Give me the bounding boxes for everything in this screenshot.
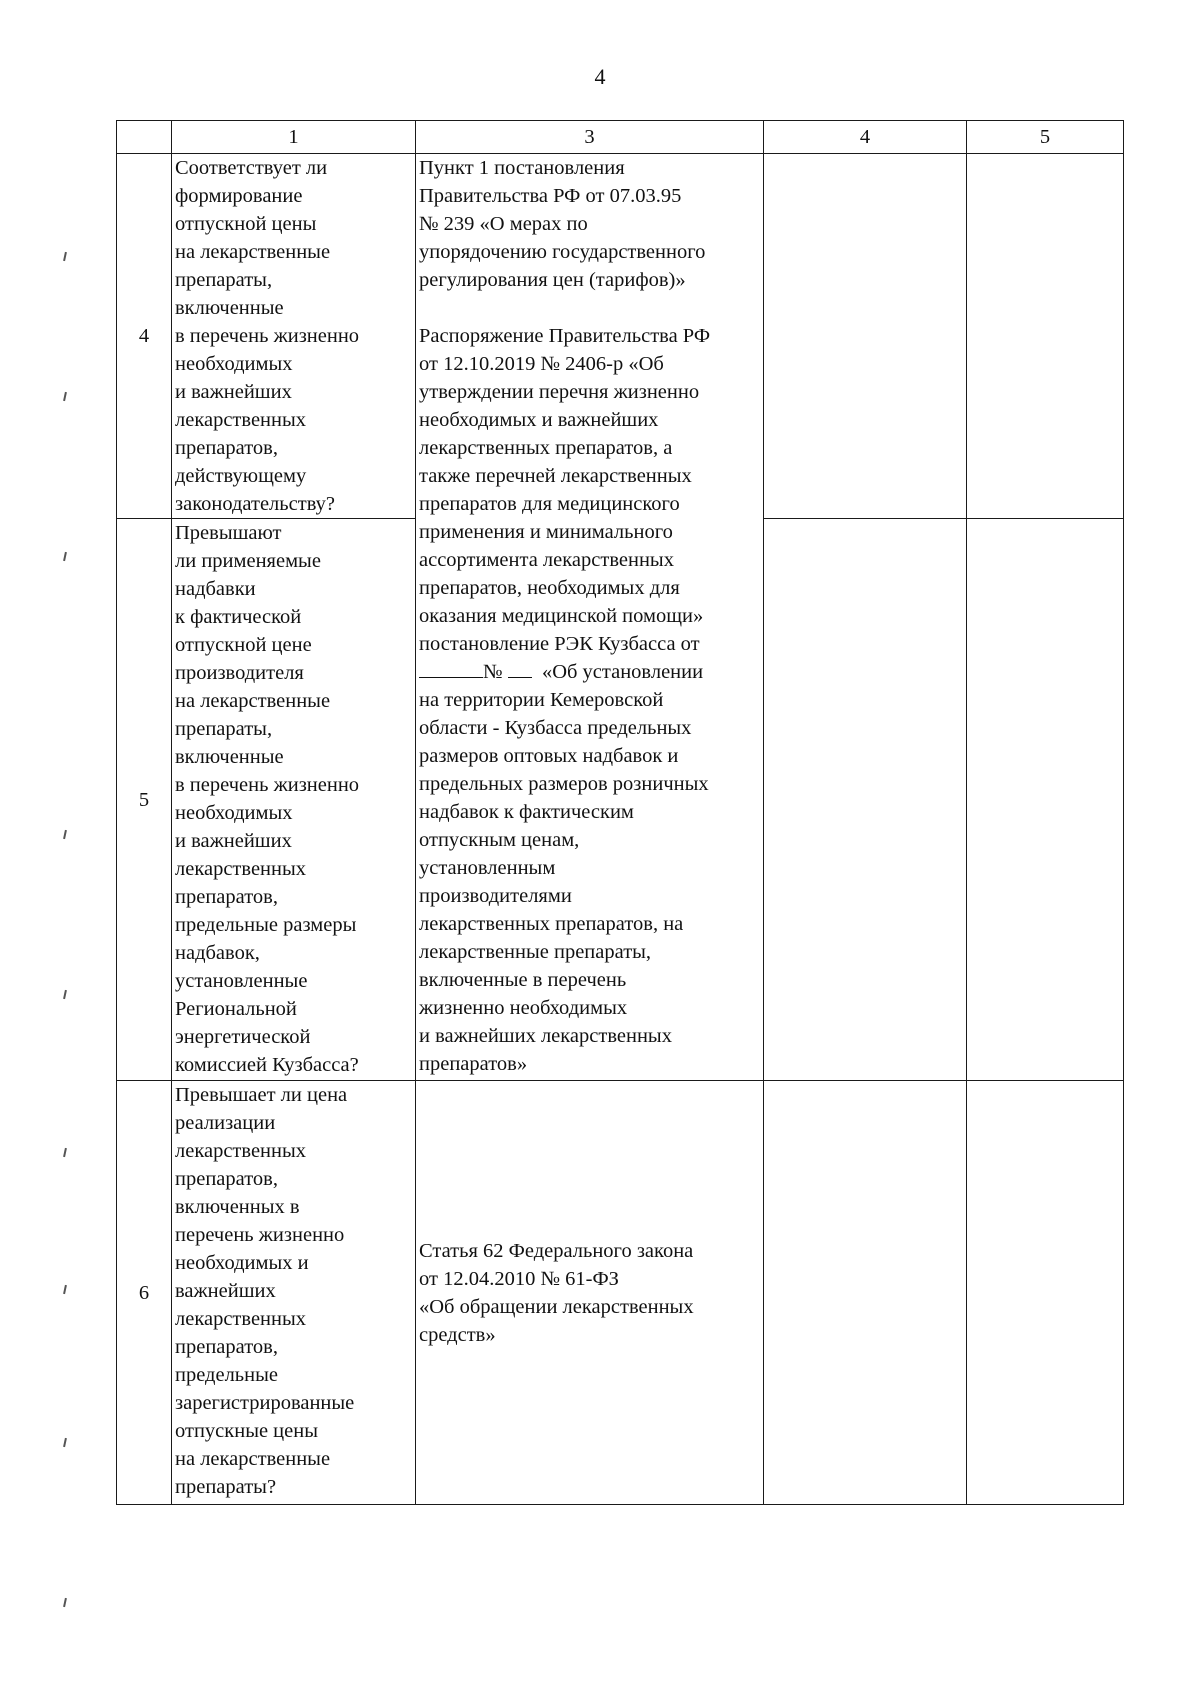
paragraph-gap — [419, 294, 760, 322]
text-line: препараты? — [175, 1476, 277, 1498]
text-line: также перечней лекарственных — [419, 465, 692, 487]
text-line: перечень жизненно — [175, 1224, 345, 1246]
text-line: и важнейших лекарственных — [419, 1025, 672, 1047]
text-line: и важнейших — [175, 381, 292, 403]
text-line: предельных размеров розничных — [419, 773, 709, 795]
text-line: и важнейших — [175, 830, 292, 852]
text-line: препаратов, необходимых для — [419, 577, 680, 599]
question-cell — [172, 519, 416, 1081]
text-line: Пункт 1 постановления — [419, 157, 625, 179]
row-number: 6 — [117, 1081, 172, 1505]
text-line: необходимых — [175, 353, 293, 375]
text-line: № 239 «О мерах по — [419, 213, 588, 235]
text-line: действующему — [175, 465, 307, 487]
text-line: в перечень жизненно — [175, 774, 360, 796]
number-sign: № — [483, 661, 503, 683]
text-line: Превышают — [175, 522, 282, 544]
text-line: «Об обращении лекарственных — [419, 1295, 694, 1318]
text-line: препаратов, — [175, 1336, 278, 1358]
text-line: комиссией Кузбасса? — [175, 1054, 359, 1076]
text-line: утверждении перечня жизненно — [419, 381, 700, 403]
text-line: препаратов для медицинского — [419, 493, 680, 515]
text-line: постановление РЭК Кузбасса от — [419, 633, 700, 655]
text-line: от 12.10.2019 № 2406-р «Об — [419, 353, 664, 375]
text-line: законодательству? — [175, 493, 336, 515]
text-line: отпускным ценам, — [419, 829, 580, 851]
text-line: лекарственные препараты, — [419, 941, 652, 963]
table-row — [117, 154, 1124, 519]
text-line: предельные размеры — [175, 914, 357, 936]
table-row — [117, 1081, 1124, 1505]
header-cell-3: 3 — [416, 121, 764, 154]
text-line: средств» — [419, 1323, 496, 1346]
text-line-with-blanks — [419, 658, 760, 686]
text-line: Распоряжение Правительства РФ — [419, 325, 711, 347]
text-line: включенных в — [175, 1196, 300, 1218]
text-line: Правительства РФ от 07.03.95 — [419, 185, 682, 207]
checklist-table — [116, 120, 1124, 1505]
text-line: препаратов, — [175, 1168, 278, 1190]
margin-mark — [63, 830, 67, 839]
margin-mark — [63, 252, 67, 261]
header-cell-4: 4 — [764, 121, 967, 154]
row-number: 5 — [117, 519, 172, 1081]
text-line: лекарственных — [175, 858, 307, 880]
text-line: применения и минимального — [419, 521, 673, 543]
text-line: необходимых — [175, 802, 293, 824]
text-line: жизненно необходимых — [419, 997, 628, 1019]
text-line: необходимых и важнейших — [419, 409, 659, 431]
text-line: лекарственных препаратов, а — [419, 437, 673, 459]
header-cell-1: 1 — [172, 121, 416, 154]
text-line: Соответствует ли — [175, 157, 328, 179]
text-line: Региональной — [175, 998, 297, 1020]
text-line: формирование — [175, 185, 303, 207]
margin-mark — [63, 1148, 67, 1157]
margin-mark — [63, 1598, 67, 1607]
text-line: размеров оптовых надбавок и — [419, 745, 679, 767]
row-number: 4 — [117, 154, 172, 519]
text-line: производителями — [419, 885, 572, 907]
text-line: к фактической — [175, 606, 302, 628]
text-line: на территории Кемеровской — [419, 689, 664, 711]
empty-cell-col4 — [764, 519, 967, 1081]
text-line: зарегистрированные — [175, 1392, 355, 1414]
text-line: области - Кузбасса предельных — [419, 717, 692, 739]
text-fragment: «Об установлении — [541, 661, 704, 683]
text-line: Превышает ли цена — [175, 1084, 348, 1106]
text-line: ассортимента лекарственных — [419, 549, 674, 571]
text-line: ли применяемые — [175, 550, 321, 572]
margin-mark — [63, 552, 67, 561]
text-line: в перечень жизненно — [175, 325, 360, 347]
legal-basis-cell — [416, 154, 764, 1081]
margin-mark — [63, 392, 67, 401]
header-cell-num — [117, 121, 172, 154]
question-cell — [172, 154, 416, 519]
text-line: надбавок, — [175, 942, 260, 964]
text-line: лекарственных — [175, 1140, 307, 1162]
text-line: производителя — [175, 662, 304, 684]
text-line: препараты, — [175, 269, 273, 291]
text-line: отпускной цены — [175, 213, 317, 235]
text-line: регулирования цен (тарифов)» — [419, 269, 686, 291]
text-line: упорядочению государственного — [419, 241, 706, 263]
text-line: препаратов, — [175, 437, 278, 459]
margin-mark — [63, 1285, 67, 1294]
text-line: препаратов» — [419, 1053, 528, 1075]
text-line: отпускной цене — [175, 634, 312, 656]
text-line: предельные — [175, 1364, 279, 1386]
blank-number-field — [508, 677, 532, 678]
empty-cell-col5 — [967, 1081, 1124, 1505]
text-line: необходимых и — [175, 1252, 309, 1274]
text-line: включенные в перечень — [419, 969, 627, 991]
text-line: на лекарственные — [175, 690, 331, 712]
text-line: препараты, — [175, 718, 273, 740]
empty-cell-col5 — [967, 154, 1124, 519]
table-header-row — [117, 121, 1124, 154]
text-line: препаратов, — [175, 886, 278, 908]
text-line: важнейших — [175, 1280, 276, 1302]
question-cell — [172, 1081, 416, 1505]
empty-cell-col4 — [764, 1081, 967, 1505]
empty-cell-col4 — [764, 154, 967, 519]
text-line: надбавки — [175, 578, 256, 600]
text-line: включенные — [175, 746, 284, 768]
text-line: реализации — [175, 1112, 276, 1134]
text-line: установленные — [175, 970, 308, 992]
text-line: оказания медицинской помощи» — [419, 605, 704, 627]
text-line: установленным — [419, 857, 556, 879]
text-line: на лекарственные — [175, 241, 331, 263]
text-line: лекарственных препаратов, на — [419, 913, 684, 935]
text-line: отпускные цены — [175, 1420, 318, 1442]
legal-basis-cell — [416, 1081, 764, 1505]
text-line: лекарственных — [175, 1308, 307, 1330]
page-number: 4 — [594, 64, 606, 89]
margin-mark — [63, 1438, 67, 1447]
text-line: от 12.04.2010 № 61-ФЗ — [419, 1267, 619, 1290]
empty-cell-col5 — [967, 519, 1124, 1081]
header-cell-5: 5 — [967, 121, 1124, 154]
blank-date-field — [419, 677, 483, 678]
text-line: энергетической — [175, 1026, 311, 1048]
text-line: на лекарственные — [175, 1448, 331, 1470]
text-line: лекарственных — [175, 409, 307, 431]
text-line: Статья 62 Федерального закона — [419, 1239, 694, 1262]
text-line: включенные — [175, 297, 284, 319]
margin-mark — [63, 990, 67, 999]
text-line: надбавок к фактическим — [419, 801, 634, 823]
